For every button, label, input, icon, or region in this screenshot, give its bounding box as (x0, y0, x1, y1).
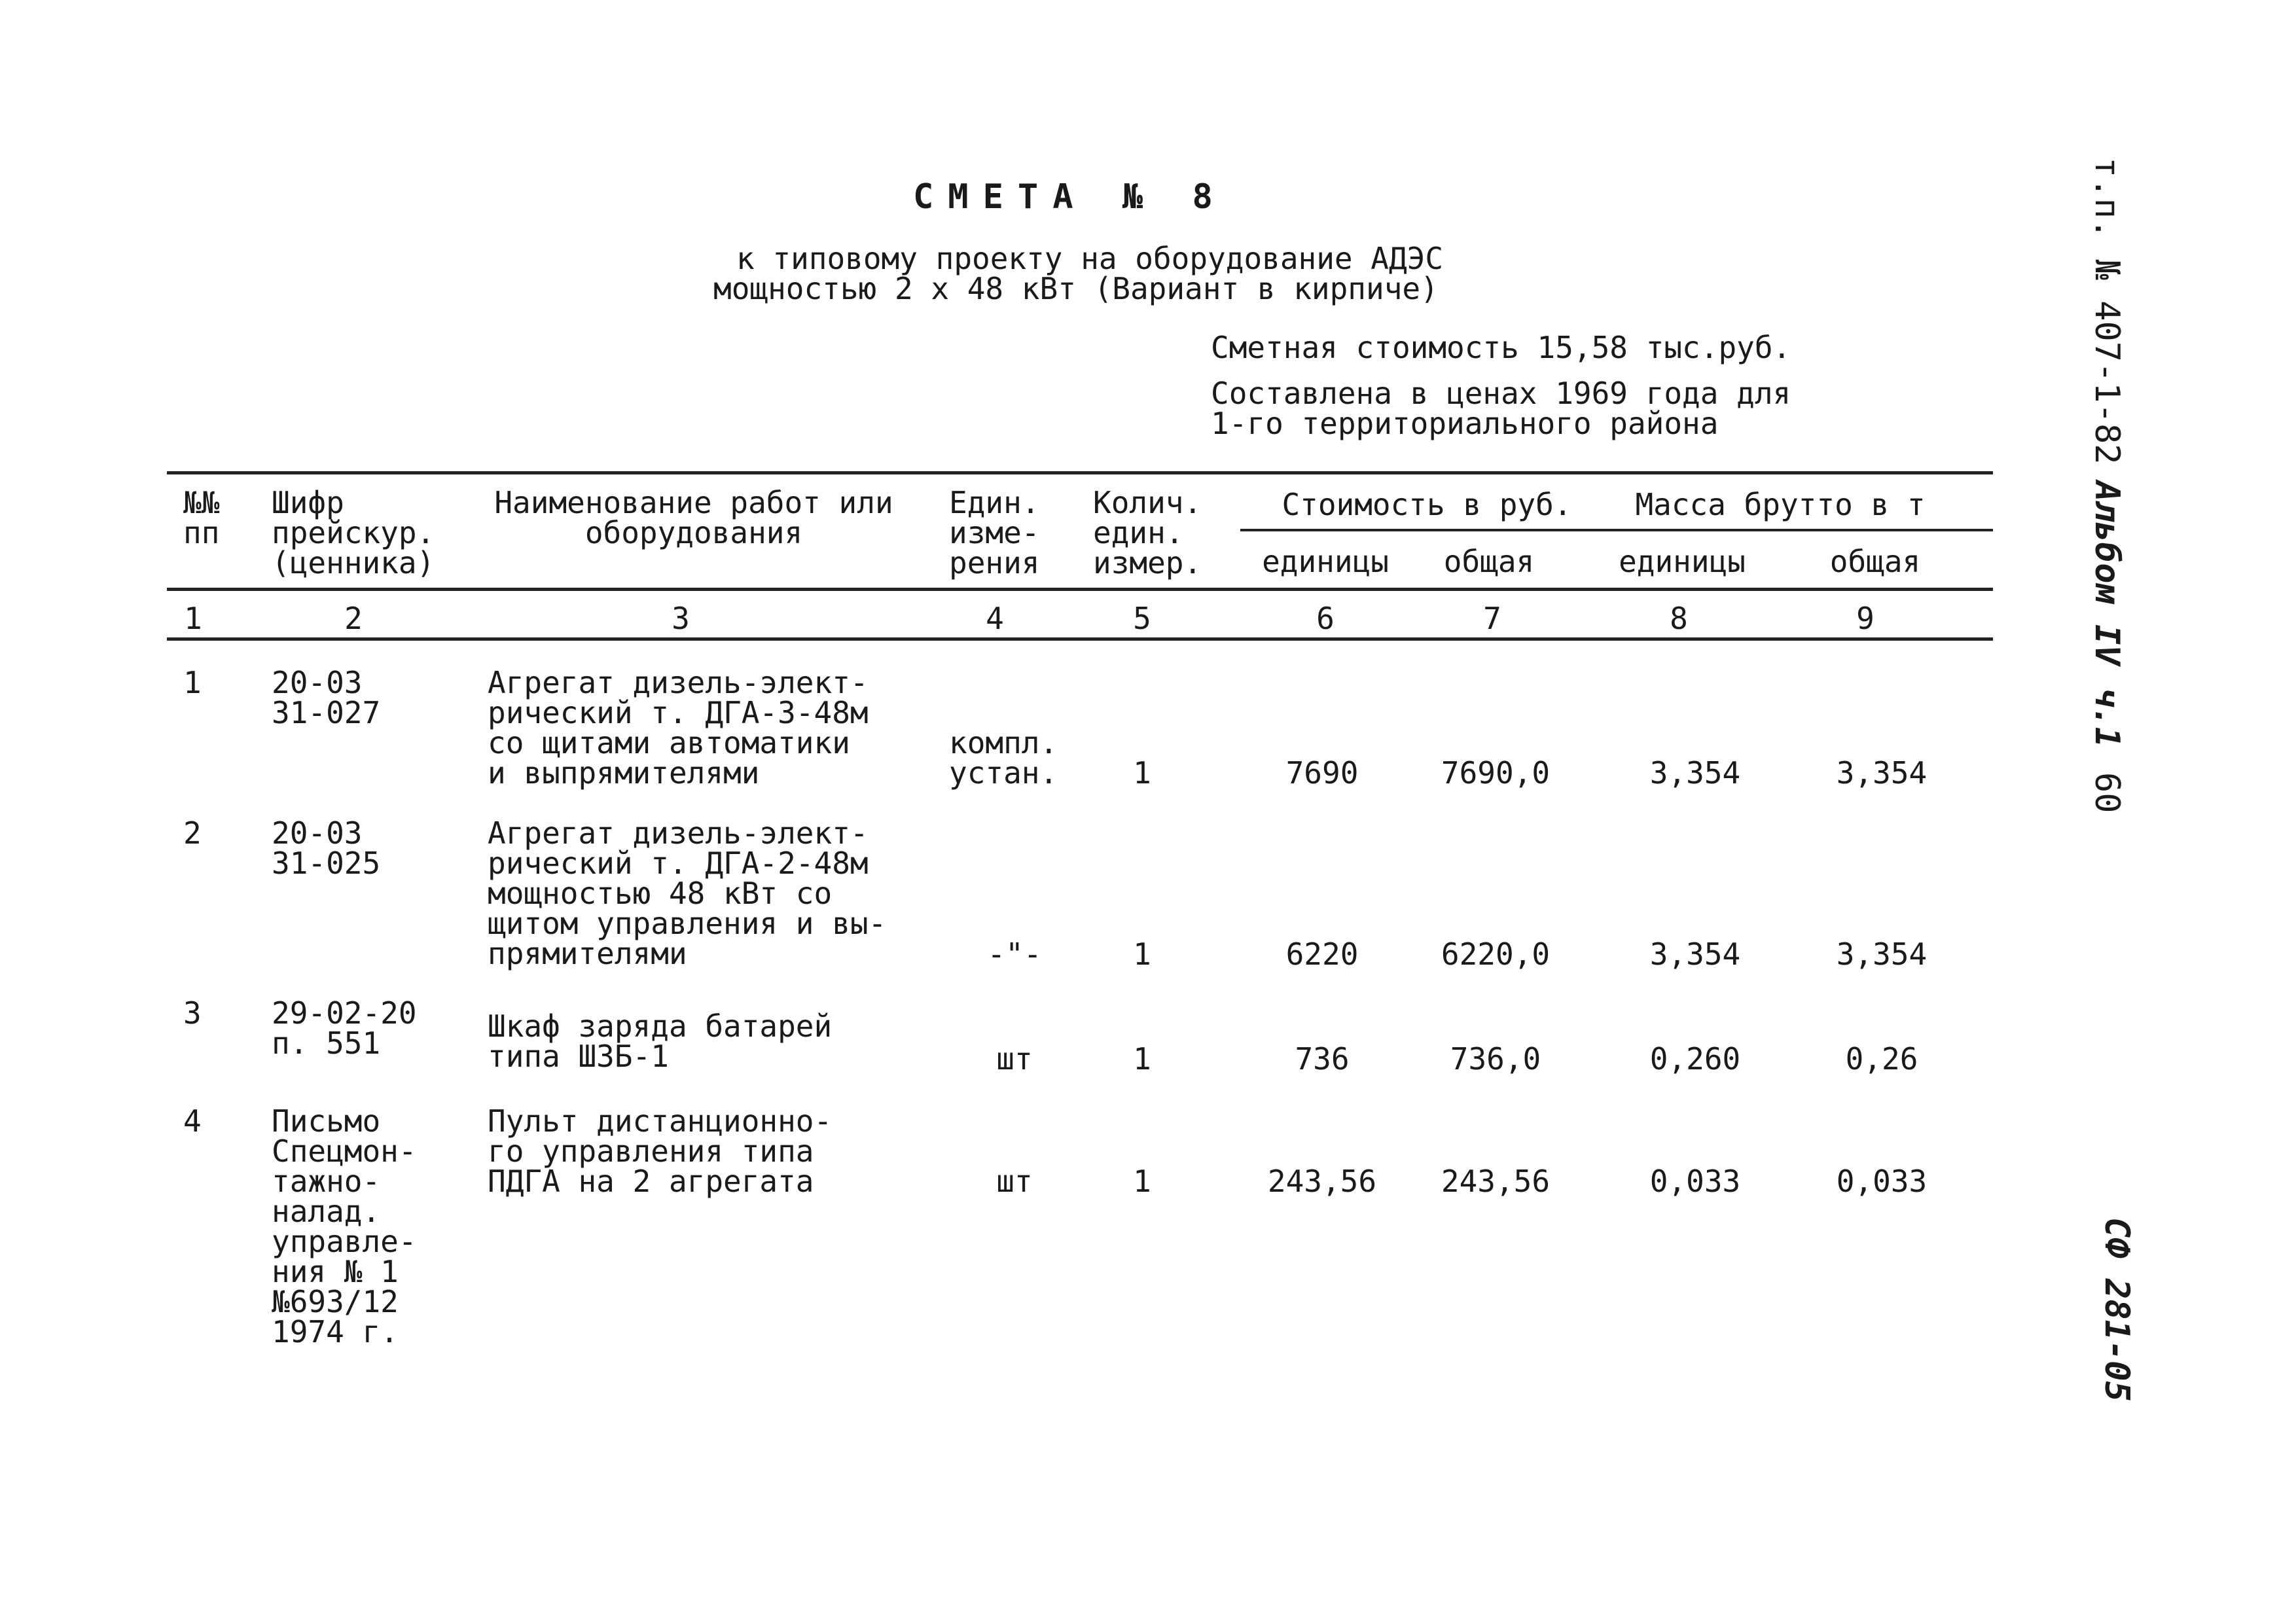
header-mass-group: Масса брутто в т (1635, 487, 1926, 522)
header-mass-unit: единицы (1619, 544, 1746, 579)
row2-qty: 1 (1133, 936, 1151, 972)
row3-num: 3 (183, 995, 202, 1031)
col-number-8: 8 (1670, 601, 1688, 636)
row4-name: Пульт дистанционно- го управления типа ПДГА на 2 агрегата (488, 1103, 833, 1199)
row2-num: 2 (183, 815, 202, 851)
col-number-1: 1 (184, 601, 202, 636)
header-group-rule (1240, 529, 1993, 531)
col-number-9: 9 (1856, 601, 1874, 636)
row3-cost-total: 736,0 (1450, 1041, 1541, 1077)
row2-name: Агрегат дизель-элект- рический т. ДГА-2-48м мощностью 48 кВт со щитом управления и вы- прямителями (488, 815, 887, 971)
row3-mass-total: 0,26 (1845, 1041, 1918, 1077)
col-number-7: 7 (1483, 601, 1501, 636)
row4-cost-unit: 243,56 (1267, 1164, 1377, 1199)
col-number-3: 3 (672, 601, 690, 636)
row4-mass-unit: 0,033 (1649, 1164, 1741, 1199)
row4-mass-total: 0,033 (1836, 1164, 1928, 1199)
header-qty: Колич. един. измер. (1093, 485, 1202, 580)
row3-name: Шкаф заряда батарей типа ШЗБ-1 (488, 1008, 833, 1074)
header-name: Наименование работ или оборудования (494, 485, 893, 550)
row3-cost-unit: 736 (1295, 1041, 1350, 1077)
row1-cost-total: 7690,0 (1441, 755, 1551, 791)
row1-name: Агрегат дизель-элект- рический т. ДГА-3-48м со щитами автоматики и выпрямителями (488, 665, 869, 791)
row2-unit: -"- (987, 936, 1042, 972)
header-cost-group: Стоимость в руб. (1282, 487, 1572, 522)
col-number-2: 2 (344, 601, 363, 636)
row1-cost-unit: 7690 (1285, 755, 1359, 791)
margin-page-number: 60 (2087, 772, 2126, 813)
row4-cost-total: 243,56 (1441, 1164, 1551, 1199)
row2-code: 20-03 31-025 (272, 815, 381, 881)
row1-qty: 1 (1133, 755, 1151, 791)
row4-qty: 1 (1133, 1164, 1151, 1199)
document-subtitle-line1: к типовому проекту на оборудование АДЭС (736, 241, 1444, 276)
row4-code: Письмо Спецмон- тажно- налад. управле- ния № 1 №693/12 1974 г. (272, 1103, 417, 1349)
document-title: СМЕТА № 8 (913, 177, 1227, 217)
row1-mass-total: 3,354 (1836, 755, 1928, 791)
row4-unit: шт (996, 1164, 1033, 1199)
header-mass-total: общая (1829, 544, 1921, 579)
margin-document-code: СФ 281-05 (2097, 1217, 2136, 1402)
col-number-6: 6 (1316, 601, 1335, 636)
header-num: №№ пп (183, 485, 220, 550)
row2-mass-unit: 3,354 (1649, 936, 1741, 972)
row2-cost-unit: 6220 (1285, 936, 1359, 972)
document-subtitle-line2: мощностью 2 х 48 кВт (Вариант в кирпиче) (713, 271, 1439, 306)
header-bottom-rule (167, 588, 1993, 591)
row1-num: 1 (183, 665, 202, 700)
header-unit: Един. изме- рения (949, 485, 1040, 580)
row2-cost-total: 6220,0 (1441, 936, 1551, 972)
price-basis-line1: Составлена в ценах 1969 года для (1211, 376, 1791, 411)
estimated-cost: Сметная стоимость 15,58 тыс.руб. (1211, 330, 1791, 365)
row3-code: 29-02-20 п. 551 (272, 995, 417, 1061)
col-number-4: 4 (986, 601, 1004, 636)
column-number-rule (167, 637, 1993, 641)
row3-unit: шт (996, 1041, 1033, 1077)
row1-unit: компл. устан. (949, 725, 1058, 791)
row3-mass-unit: 0,260 (1649, 1041, 1741, 1077)
table-top-rule (167, 471, 1993, 474)
price-basis-line2: 1-го территориального района (1211, 406, 1719, 441)
row1-mass-unit: 3,354 (1649, 755, 1741, 791)
header-code: Шифр прейскур. (ценника) (272, 485, 435, 580)
row4-num: 4 (183, 1103, 202, 1139)
margin-album-label: Альбом IV ч.1 (2087, 481, 2126, 747)
header-cost-total: общая (1443, 544, 1535, 579)
col-number-5: 5 (1133, 601, 1151, 636)
row2-mass-total: 3,354 (1836, 936, 1928, 972)
row1-code: 20-03 31-027 (272, 665, 381, 730)
margin-project-number: т.п. № 407-1-82 (2087, 157, 2126, 465)
row3-qty: 1 (1133, 1041, 1151, 1077)
header-cost-unit: единицы (1262, 544, 1389, 579)
